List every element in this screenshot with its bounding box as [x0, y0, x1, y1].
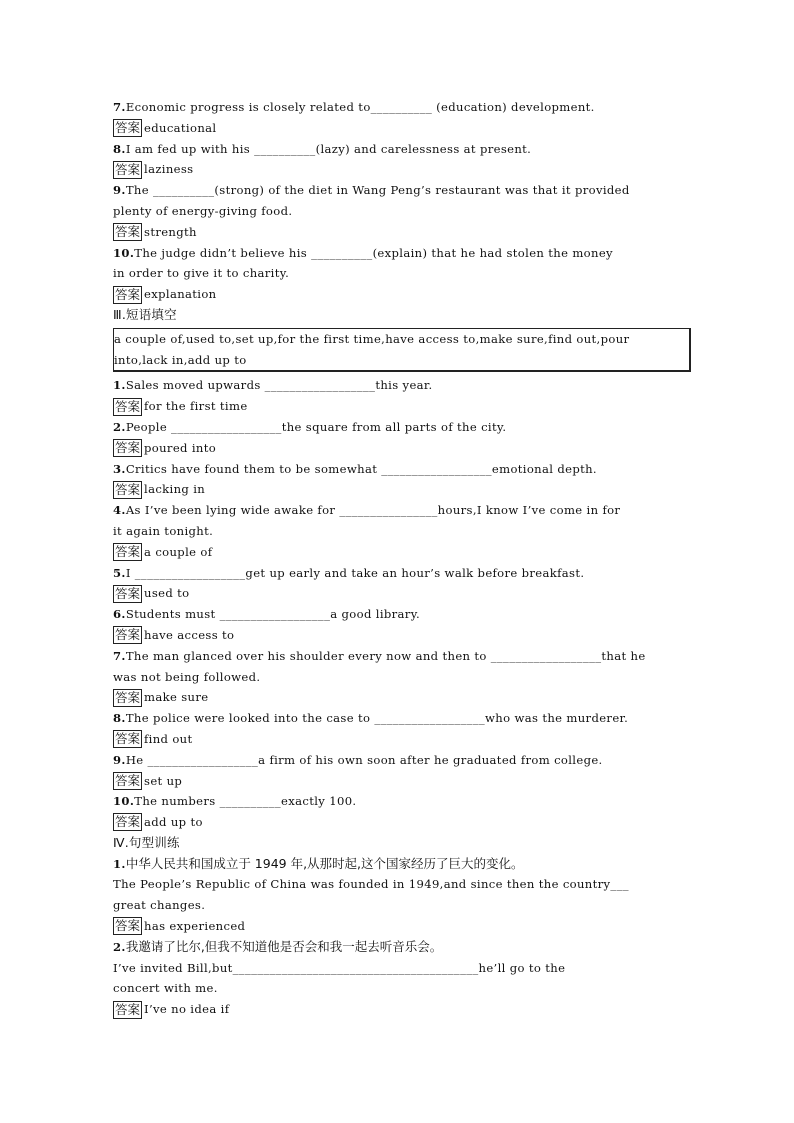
answer-text: has experienced [144, 919, 246, 934]
answer-text: strength [144, 224, 197, 239]
question-number: 4. [113, 503, 126, 518]
answer-tag: 答案 [115, 120, 141, 136]
question-number: 2. [113, 419, 126, 434]
answer-text: a couple of [144, 544, 213, 559]
part2-item-8 [113, 139, 690, 181]
question-number: 9. [113, 183, 126, 198]
s3-item-7 [113, 646, 690, 708]
s3-item-8 [113, 708, 690, 750]
s3-item-4 [113, 500, 690, 562]
s3-item-6 [113, 604, 690, 646]
answer-text: lacking in [144, 482, 206, 497]
s3-item-1 [113, 375, 690, 417]
question-text: I’ve invited Bill,but________________________________________he’ll go to the [113, 960, 566, 975]
question-text: Sales moved upwards __________________this year. [125, 378, 433, 393]
answer-tag: 答案 [115, 585, 141, 601]
answer-tag: 答案 [115, 918, 141, 934]
question-number: 8. [113, 141, 126, 156]
s3-item-10 [113, 791, 690, 833]
question-number: 7. [113, 648, 126, 663]
question-text: As I’ve been lying wide awake for ________________hours,I know I’ve come in for [125, 503, 621, 518]
answer-text: used to [144, 586, 190, 601]
section-4-title: Ⅳ.句型训练 [113, 834, 180, 850]
question-number: 1. [113, 378, 126, 393]
question-text: Economic progress is closely related to__________ (education) development. [125, 100, 595, 114]
part2-item-10 [113, 243, 690, 305]
question-text-continued: was not being followed. [113, 669, 261, 684]
worksheet-page [113, 97, 690, 1020]
answer-text: set up [144, 773, 183, 788]
s4-item-1 [113, 854, 690, 937]
question-text: Critics have found them to be somewhat __________________emotional depth. [125, 461, 597, 476]
answer-text: add up to [144, 815, 203, 830]
question-text-continued: concert with me. [113, 981, 218, 996]
question-number: 6. [113, 607, 126, 622]
question-number: 10. [113, 245, 135, 260]
question-number: 1. [113, 856, 126, 871]
question-text: People __________________the square from all parts of the city. [125, 419, 507, 434]
answer-text: laziness [144, 162, 194, 177]
chinese-prompt: 中华人民共和国成立于 1949 年,从那时起,这个国家经历了巨大的变化。 [125, 855, 524, 871]
answer-text: make sure [144, 690, 209, 705]
answer-tag: 答案 [115, 627, 141, 643]
answer-tag: 答案 [115, 731, 141, 747]
question-text: The man glanced over his shoulder every now and then to __________________that he [125, 648, 646, 663]
question-text: The numbers __________exactly 100. [134, 794, 357, 809]
answer-text: find out [144, 731, 193, 746]
phrase-bank-line: a couple of,used to,set up,for the first time,have access to,make sure,find out,pour [114, 331, 630, 346]
answer-text: have access to [144, 627, 235, 642]
part2-item-9 [113, 180, 690, 242]
question-text: The People’s Republic of China was founded in 1949,and since then the country___ [113, 877, 629, 892]
question-text: I __________________get up early and take an hour’s walk before breakfast. [125, 565, 585, 580]
answer-text: for the first time [144, 399, 248, 414]
answer-tag: 答案 [115, 772, 141, 788]
section-3-title: Ⅲ.短语填空 [113, 306, 177, 322]
question-number: 10. [113, 794, 135, 809]
question-text: I am fed up with his __________(lazy) and carelessness at present. [125, 141, 532, 156]
answer-tag: 答案 [115, 398, 141, 414]
answer-text: educational [144, 120, 217, 135]
s3-item-3 [113, 459, 690, 501]
answer-tag: 答案 [115, 689, 141, 705]
phrase-bank-line: into,lack in,add up to [114, 352, 247, 367]
s3-item-5 [113, 563, 690, 605]
question-number: 2. [113, 939, 126, 954]
answer-tag: 答案 [115, 481, 141, 497]
question-text-continued: plenty of energy-giving food. [113, 203, 293, 218]
question-number: 5. [113, 565, 126, 580]
answer-tag: 答案 [115, 286, 141, 302]
answer-tag: 答案 [115, 224, 141, 240]
question-number: 7. [113, 100, 126, 114]
question-text: The __________(strong) of the diet in Wang Peng’s restaurant was that it provided [125, 183, 630, 198]
s3-item-2 [113, 417, 690, 459]
answer-text: poured into [144, 440, 217, 455]
answer-text: explanation [144, 287, 217, 302]
answer-tag: 答案 [115, 440, 141, 456]
question-text: He __________________a firm of his own soon after he graduated from college. [125, 752, 603, 767]
answer-tag: 答案 [115, 161, 141, 177]
question-number: 3. [113, 461, 126, 476]
question-number: 9. [113, 752, 126, 767]
question-text: The police were looked into the case to __________________who was the murderer. [125, 711, 629, 726]
question-number: 8. [113, 711, 126, 726]
phrase-bank-box [113, 328, 691, 373]
question-text-continued: it again tonight. [113, 523, 214, 538]
question-text-continued: in order to give it to charity. [113, 266, 290, 281]
question-text: The judge didn’t believe his __________(explain) that he had stolen the money [134, 245, 613, 260]
part2-item-7 [113, 97, 690, 139]
question-text-continued: great changes. [113, 898, 206, 913]
answer-text: I’ve no idea if [144, 1002, 230, 1017]
s3-item-9 [113, 750, 690, 792]
answer-tag: 答案 [115, 544, 141, 560]
s4-item-2 [113, 937, 690, 1020]
question-text: Students must __________________a good library. [125, 607, 421, 622]
answer-tag: 答案 [115, 1001, 141, 1017]
answer-tag: 答案 [115, 814, 141, 830]
chinese-prompt: 我邀请了比尔,但我不知道他是否会和我一起去听音乐会。 [125, 938, 443, 954]
